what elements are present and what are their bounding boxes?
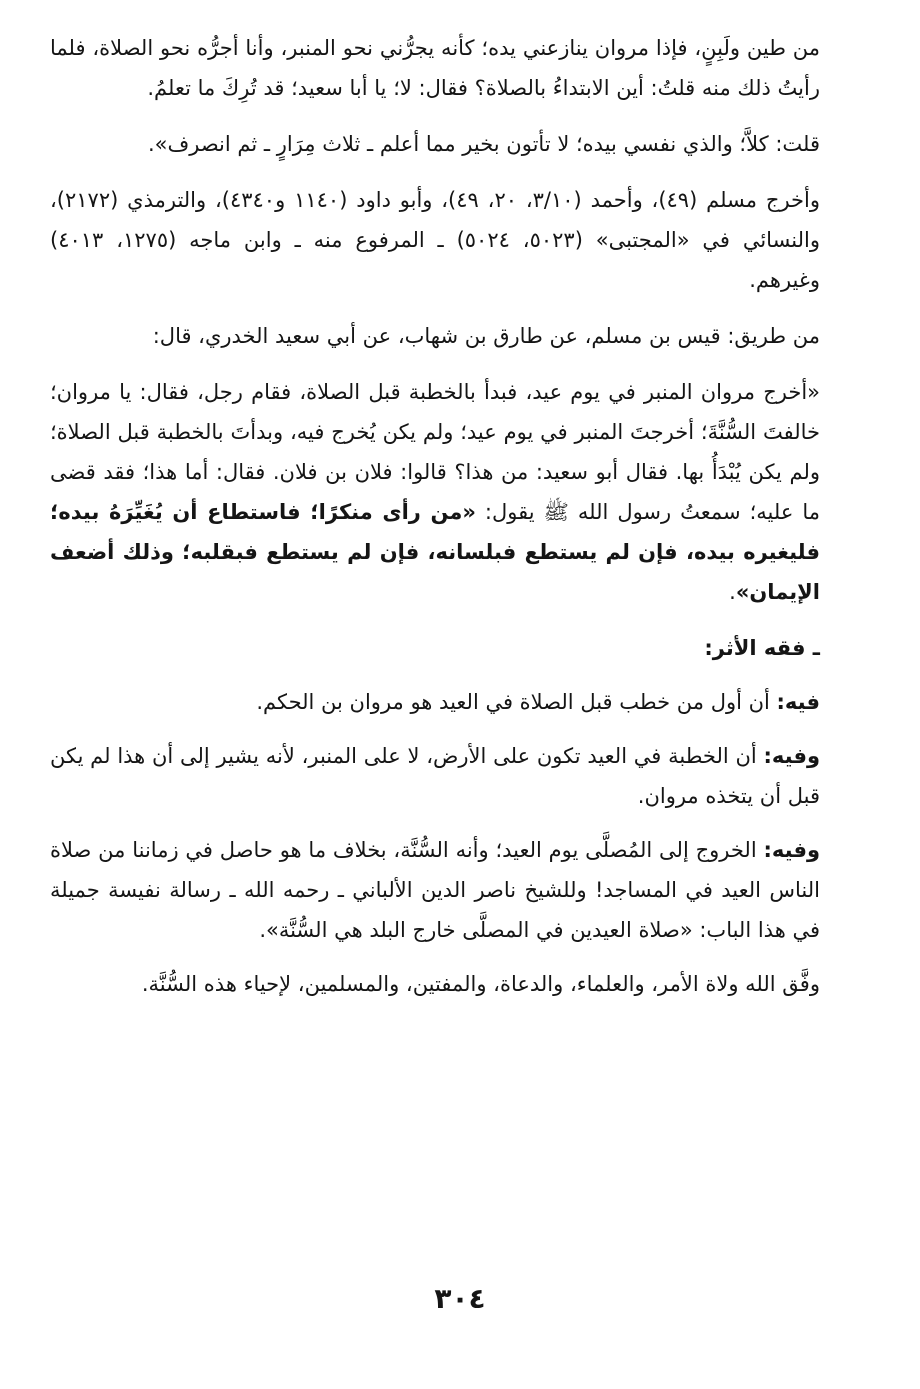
paragraph-abu-said-reply: قلت: كلاَّ؛ والذي نفسي بيده؛ لا تأتون بخير مما أعلم ـ ثلاث مِرَارٍ ـ ثم انصرف».	[147, 132, 820, 156]
paragraph-hadith	[50, 372, 820, 612]
fiqh-point-text: أن أول من خطب قبل الصلاة في العيد هو مروان بن الحكم.	[256, 690, 777, 714]
fiqh-point-3	[50, 830, 820, 950]
fiqh-point-text: أن الخطبة في العيد تكون على الأرض، لا على المنبر، لأنه يشير إلى أن هذا لم يكن قبل أن يتخذه مروان.	[50, 744, 820, 808]
page-number: ٣٠٤	[434, 1282, 486, 1315]
hadith-narrative: «أخرج مروان المنبر في يوم عيد، فبدأ بالخطبة قبل الصلاة، فقام رجل، فقال: يا مروان؛ خالفتَ السُّنَّةَ؛ أخرجتَ المنبر في يوم عيد؛ ولم يكن يُخرج فيه، وبدأتَ بالخطبة قبل الصلاة؛ ولم يكن يُبْدَأُ بها. فقال أبو سعيد: من هذا؟ قالوا: فلان بن فلان. فقال: أما هذا؛ فقد قضى ما عليه؛ سمعتُ رسول الله ﷺ يقول:	[50, 380, 820, 524]
fiqh-point-label: وفيه:	[763, 744, 820, 768]
page-body	[50, 28, 820, 1020]
paragraph-isnad: من طريق: قيس بن مسلم، عن طارق بن شهاب، عن أبي سعيد الخدري، قال:	[152, 324, 820, 348]
paragraph-closing-prayer: وفَّق الله ولاة الأمر، والعلماء، والدعاة، والمفتين، والمسلمين، لإحياء هذه السُّنَّة.	[141, 972, 820, 996]
fiqh-point-2	[50, 736, 820, 816]
paragraph-takhrij: وأخرج مسلم (٤٩)، وأحمد (٣/١٠، ٢٠، ٤٩)، وأبو داود (١١٤٠ و٤٣٤٠)، والترمذي (٢١٧٢)، والنسائي في «المجتبى» (٥٠٢٣، ٥٠٢٤) ـ المرفوع منه ـ وابن ماجه (١٢٧٥، ٤٠١٣) وغيرهم.	[50, 188, 821, 292]
fiqh-point-text: الخروج إلى المُصلَّى يوم العيد؛ وأنه السُّنَّة، بخلاف ما هو حاصل في زماننا من صلاة الناس العيد في المساجد! وللشيخ ناصر الدين الألباني ـ رحمه الله ـ رسالة نفيسة جميلة في هذا الباب: «صلاة العيدين في المصلَّى خارج البلد هي السُّنَّة».	[50, 838, 820, 942]
fiqh-point-1	[50, 682, 820, 722]
section-heading-fiqh: ـ فقه الأثر:	[704, 636, 820, 660]
fiqh-point-label: وفيه:	[763, 838, 820, 862]
fiqh-point-label: فيه:	[776, 690, 820, 714]
paragraph-continuation: من طين ولَبِنٍ، فإذا مروان ينازعني يده؛ كأنه يجرُّني نحو المنبر، وأنا أجرُّه نحو الصلاة، فلما رأيتُ ذلك منه قلتُ: أين الابتداءُ بالصلاة؟ فقال: لا؛ يا أبا سعيد؛ قد تُرِكَ ما تعلمُ.	[50, 36, 820, 100]
hadith-prophetic-text: «من رأى منكرًا؛ فاستطاع أن يُغَيِّرَهُ بيده؛ فليغيره بيده، فإن لم يستطع فبلسانه، فإن لم يستطع فبقلبه؛ وذلك أضعف الإيمان»	[50, 500, 820, 604]
hadith-end-mark: .	[729, 580, 736, 604]
